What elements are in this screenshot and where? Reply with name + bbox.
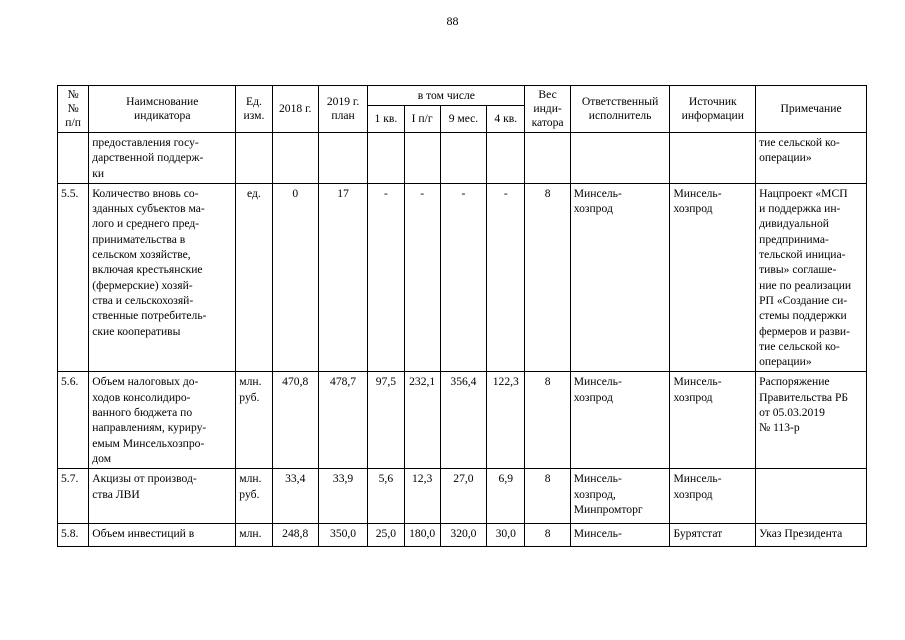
cell-source: Бурятстат <box>670 524 756 547</box>
cell-9m <box>440 133 486 184</box>
cell-q1: 5,6 <box>368 469 404 524</box>
cell-name: Объем налоговых до- ходов консолидиро- ванного бюджета по направлениям, куриру- емым Минсельхозпро- дом <box>89 372 236 469</box>
col-header-q1: 1 кв. <box>368 106 404 133</box>
cell-2019: 33,9 <box>318 469 367 524</box>
cell-no: 5.5. <box>58 183 89 372</box>
cell-h1: - <box>404 183 440 372</box>
col-header-responsible: Ответственный исполнитель <box>570 86 670 133</box>
col-header-9m: 9 мес. <box>440 106 486 133</box>
col-header-in-total: в том числе <box>368 86 525 106</box>
cell-weight: 8 <box>525 469 570 524</box>
cell-h1: 180,0 <box>404 524 440 547</box>
cell-no: 5.6. <box>58 372 89 469</box>
cell-source: Минсель- хозпрод <box>670 183 756 372</box>
cell-2018: 470,8 <box>272 372 318 469</box>
cell-q1: 25,0 <box>368 524 404 547</box>
col-header-name: Наимснование индикатора <box>89 86 236 133</box>
cell-2019: 17 <box>318 183 367 372</box>
cell-q4: 122,3 <box>487 372 525 469</box>
cell-2019: 478,7 <box>318 372 367 469</box>
cell-note: Распоряжение Правительства РБ от 05.03.2019 № 113-р <box>756 372 867 469</box>
cell-note: тие сельской ко- операции» <box>756 133 867 184</box>
cell-responsible: Минсель- хозпрод <box>570 183 670 372</box>
table-row <box>58 469 867 524</box>
col-header-unit: Ед. изм. <box>236 86 272 133</box>
cell-unit: ед. <box>236 183 272 372</box>
cell-9m: 356,4 <box>440 372 486 469</box>
cell-weight: 8 <box>525 524 570 547</box>
col-header-2018: 2018 г. <box>272 86 318 133</box>
cell-source: Минсель- хозпрод <box>670 469 756 524</box>
col-header-note: Примечание <box>756 86 867 133</box>
cell-source: Минсель- хозпрод <box>670 372 756 469</box>
cell-no: 5.7. <box>58 469 89 524</box>
table-row <box>58 524 867 547</box>
cell-weight: 8 <box>525 372 570 469</box>
cell-h1 <box>404 133 440 184</box>
cell-q1 <box>368 133 404 184</box>
cell-name: Акцизы от производ- ства ЛВИ <box>89 469 236 524</box>
cell-9m: 320,0 <box>440 524 486 547</box>
cell-unit <box>236 133 272 184</box>
cell-h1: 12,3 <box>404 469 440 524</box>
cell-2019 <box>318 133 367 184</box>
cell-unit: млн. руб. <box>236 469 272 524</box>
cell-weight: 8 <box>525 183 570 372</box>
cell-no <box>58 133 89 184</box>
cell-no: 5.8. <box>58 524 89 547</box>
cell-responsible: Минсель- хозпрод, Минпромторг <box>570 469 670 524</box>
col-header-weight: Вес инди- катора <box>525 86 570 133</box>
cell-source <box>670 133 756 184</box>
cell-h1: 232,1 <box>404 372 440 469</box>
col-header-no: № № п/п <box>58 86 89 133</box>
cell-unit: млн. <box>236 524 272 547</box>
cell-note: Нацпроект «МСП и поддержка ин- дивидуальной предпринима- тельской инициа- тивы» соглаше- ние по реализации РП «Создание си- стемы поддержки фермеров и разви- тие сельской ко- операции» <box>756 183 867 372</box>
page-number: 88 <box>446 14 459 28</box>
cell-2019: 350,0 <box>318 524 367 547</box>
table-row <box>58 372 867 469</box>
cell-2018 <box>272 133 318 184</box>
cell-q4 <box>487 133 525 184</box>
col-header-2019: 2019 г. план <box>318 86 367 133</box>
cell-2018: 33,4 <box>272 469 318 524</box>
cell-name: Количество вновь со- зданных субъектов ма- лого и среднего пред- принимательства в сельском хозяйстве, включая крестьянские (фермерские) хозяй- ства и сельскохозяй- ственные потребитель- ские кооперативы <box>89 183 236 372</box>
cell-responsible: Минсель- <box>570 524 670 547</box>
cell-unit: млн. руб. <box>236 372 272 469</box>
cell-2018: 248,8 <box>272 524 318 547</box>
col-header-h1: I п/г <box>404 106 440 133</box>
cell-q1: 97,5 <box>368 372 404 469</box>
col-header-q4: 4 кв. <box>487 106 525 133</box>
cell-9m: - <box>440 183 486 372</box>
cell-q4: 30,0 <box>487 524 525 547</box>
cell-name: предоставления госу- дарственной поддерж- ки <box>89 133 236 184</box>
header-row-1 <box>58 86 867 106</box>
table-row <box>58 133 867 184</box>
table-row <box>58 183 867 372</box>
cell-responsible <box>570 133 670 184</box>
cell-responsible: Минсель- хозпрод <box>570 372 670 469</box>
cell-note: Указ Президента <box>756 524 867 547</box>
cell-q4: 6,9 <box>487 469 525 524</box>
indicator-table <box>57 85 867 547</box>
cell-9m: 27,0 <box>440 469 486 524</box>
cell-q1: - <box>368 183 404 372</box>
cell-name: Объем инвестиций в <box>89 524 236 547</box>
cell-2018: 0 <box>272 183 318 372</box>
cell-q4: - <box>487 183 525 372</box>
cell-weight <box>525 133 570 184</box>
col-header-source: Источник информации <box>670 86 756 133</box>
cell-note <box>756 469 867 524</box>
